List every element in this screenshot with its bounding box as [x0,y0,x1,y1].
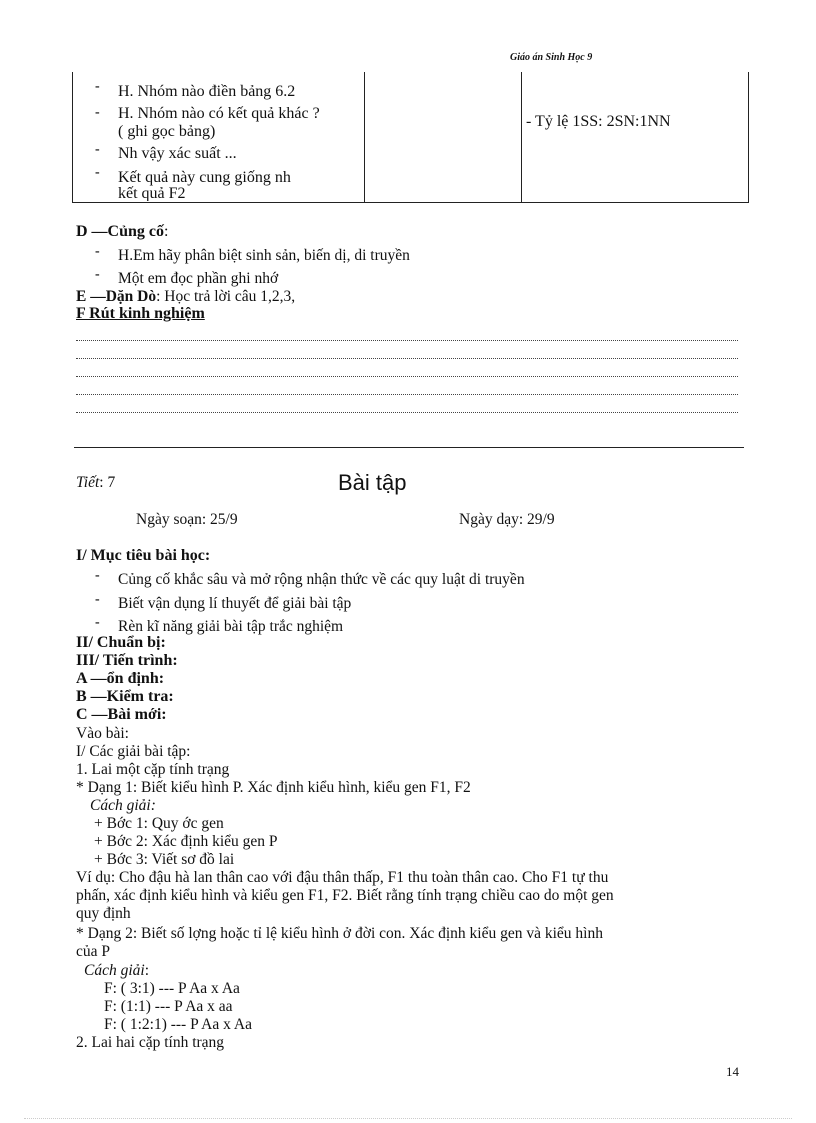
ratio-result: - Tỷ lệ 1SS: 2SN:1NN [526,113,671,130]
section-heading: A —ổn định: [76,670,165,687]
lesson-title: Bài tập [338,470,407,495]
method2-line [84,962,149,979]
period-value: : 7 [99,474,116,491]
dotted-line [76,339,738,341]
dotted-line [76,357,738,359]
section-divider [74,447,744,448]
dotted-line [76,393,738,395]
objective-item: Rèn kĩ năng giải bài tập trắc nghiệm [118,618,344,635]
section-heading: III/ Tiến trình: [76,652,178,669]
dotted-line [76,411,738,413]
body-line: phấn, xác định kiểu hình và kiểu gen F1, F2. Biết rằng tính trạng chiều cao do một gen [76,887,614,904]
body-line: 2. Lai hai cặp tính trạng [76,1034,225,1051]
table-border-left [72,72,73,203]
table-item: Nh vậy xác suất ... [118,145,237,162]
review-item: Một em đọc phần ghi nhớ [118,270,279,287]
bullet-marker: - [95,615,100,630]
body-line: của P [76,943,111,960]
running-header: Giáo án Sinh Học 9 [510,52,593,63]
objectives-title: I/ Mục tiêu bài học: [76,547,211,564]
body-line: quy định [76,905,131,922]
body-line: * Dạng 1: Biết kiểu hình P. Xác định kiểu hình, kiểu gen F1, F2 [76,779,471,796]
method2-label: Cách giải [84,962,145,979]
bullet-marker: - [95,142,100,157]
section-e-line [76,288,295,305]
method2-colon: : [144,962,150,979]
page-bottom-border [24,1118,792,1119]
teach-date: Ngày dạy: 29/9 [459,511,555,528]
section-d-title: D —Củng cố [76,223,165,240]
objective-item: Củng cố khắc sâu và mở rộng nhận thức về các quy luật di truyền [118,571,525,588]
prep-date: Ngày soạn: 25/9 [136,511,238,528]
page-number: 14 [726,1064,739,1079]
table-item: Kết quả này cung giống nh [118,169,291,186]
bullet-marker: - [95,79,100,94]
step-line: + Bớc 1: Quy ớc gen [94,815,224,832]
body-line: Vào bài: [76,725,129,742]
section-d-heading [76,223,168,241]
section-d-colon: : [164,223,169,240]
method-label: Cách giải: [90,797,156,814]
step-line: + Bớc 2: Xác định kiểu gen P [94,833,278,850]
table-item: kết quả F2 [118,185,186,201]
bullet-marker: - [95,105,100,120]
section-heading: C —Bài mới: [76,706,167,723]
body-line: * Dạng 2: Biết số lợng hoặc tỉ lệ kiểu hình ở đời con. Xác định kiểu gen và kiểu hình [76,925,603,942]
bullet-marker: - [95,244,100,259]
ratio-line: F: (1:1) --- P Aa x aa [104,998,233,1015]
table-divider-2 [521,72,522,203]
review-item: H.Em hãy phân biệt sinh sản, biến dị, di truyền [118,247,410,264]
ratio-line: F: ( 1:2:1) --- P Aa x Aa [104,1016,252,1033]
bullet-marker: - [95,165,100,180]
table-item: H. Nhóm nào điền bảng 6.2 [118,83,296,100]
ratio-line: F: ( 3:1) --- P Aa x Aa [104,980,240,997]
body-line: 1. Lai một cặp tính trạng [76,761,230,778]
period-label: Tiết [76,474,100,491]
section-e-text: : Học trả lời câu 1,2,3, [156,288,296,305]
table-divider-1 [364,72,365,203]
bullet-marker: - [95,267,100,282]
table-item: H. Nhóm nào có kết quả khác ? [118,105,320,122]
body-line: I/ Các giải bài tập: [76,743,191,760]
table-border-right [748,72,749,203]
objective-item: Biết vận dụng lí thuyết để giải bài tập [118,595,352,612]
period-line [76,474,115,491]
section-e-title: E —Dặn Dò [76,288,157,305]
section-f-title: F Rút kinh nghiệm [76,305,205,322]
section-heading: B —Kiểm tra: [76,688,174,705]
body-line: Ví dụ: Cho đậu hà lan thân cao với đậu thân thấp, F1 thu toàn thân cao. Cho F1 tự thu [76,869,609,886]
table-item: ( ghi gọc bảng) [118,123,216,140]
dotted-line [76,375,738,377]
step-line: + Bớc 3: Viết sơ đồ lai [94,851,235,868]
section-heading: II/ Chuẩn bị: [76,634,166,651]
bullet-marker: - [95,592,100,607]
bullet-marker: - [95,568,100,583]
